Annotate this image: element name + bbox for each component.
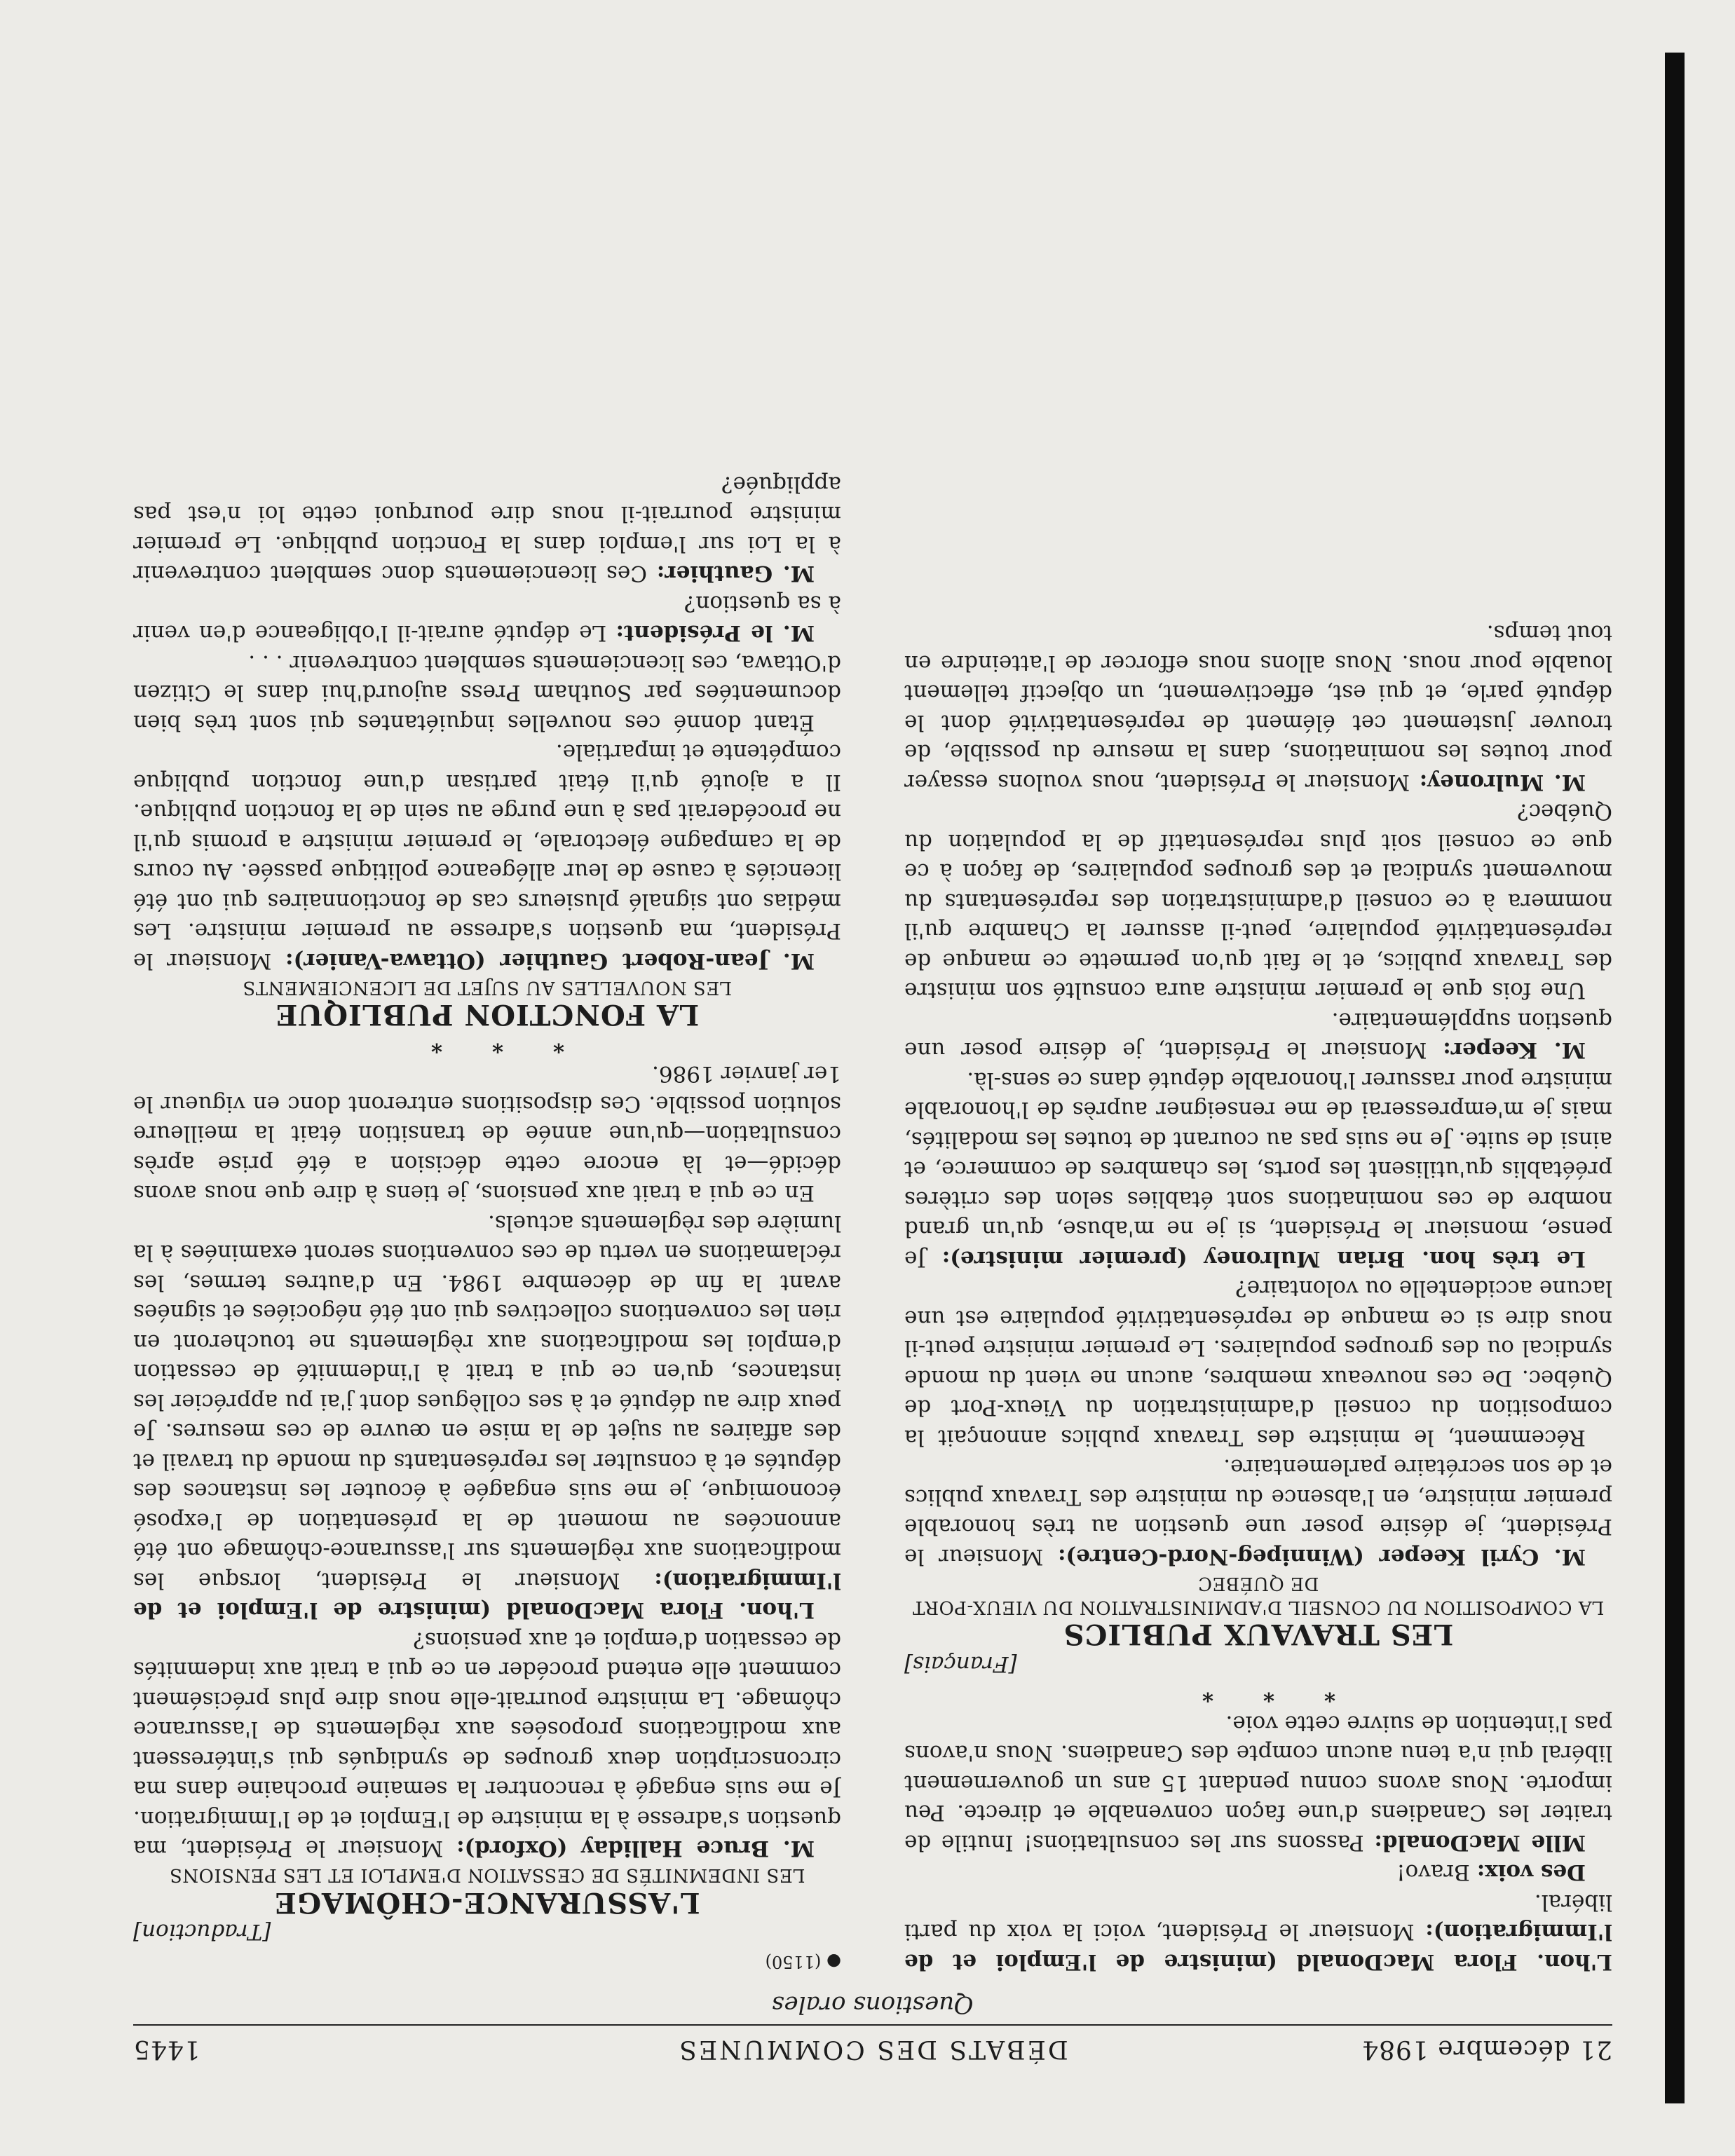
speaker: M. Gauthier: — [656, 561, 815, 587]
paragraph — [133, 589, 841, 648]
speech-text: Monsieur le Président, ma question s'adresse au premier ministre. Les médias ont signalé plusieurs cas de fonctionnaires qui ont été licenciés à cause de leur allégeance politique passée. Au cours de la campagne électorale, le premier ministre a promis qu'il ne procéderait pas à une purge au sein de la fonction publique. Il a ajouté qu'il était partisan d'une fonction publique compétente et impartiale. — [133, 739, 841, 974]
paragraph — [904, 1709, 1612, 1858]
section-separator: * * * — [409, 1032, 565, 1057]
speaker: M. Keeper: — [1443, 1037, 1586, 1063]
scan-margin-left — [0, 0, 53, 2156]
speech-text: Passons sur les consultations! Inutile de traiter les Canadiens d'une façon convenable et directe. Peu importe. Nous avons connu pendant 15 ans un gouvernement libéral qui n'a tenu aucun compte des Canadiens. Nous n'avons pas l'intention de suivre cette voie. — [904, 1711, 1612, 1855]
language-marker: [Français] — [904, 1651, 1017, 1677]
speech-text: Monsieur le Président, ma question s'adresse à la ministre de l'Emploi et de l'Immigration. Je me suis engagé à rencontrer la semaine prochaine dans ma circonscription deux groupes de syndiqués qui s'intéressent aux modifications proposées aux règlements de l'assurance chômage. La ministre pourrait-elle nous dire plus précisément comment elle entend procéder en ce qui a trait aux indemnités de cessation d'emploi et aux pensions? — [133, 1628, 841, 1862]
section-subheading: LES NOUVELLES AU SUJET DE LICENCIEMENTS — [242, 977, 733, 998]
rotated-page-content — [133, 91, 1612, 2068]
speech-text: Récemment, le ministre des Travaux publics annonçait la composition du conseil d'administration du Vieux-Port de Québec. De ces nouveaux membres, aucun ne vient du monde syndical ou des groupes populaires. Le premier ministre peut-il nous dire si ce manque de représentativité populaire est une lacune accidentelle ou volontaire? — [904, 1276, 1612, 1450]
paragraph — [904, 618, 1612, 797]
section-separator: * * * — [1181, 1681, 1336, 1707]
speech-text: Bravo! — [1396, 1860, 1470, 1885]
left-column — [904, 98, 1612, 1977]
paragraph — [133, 1059, 841, 1208]
paragraph — [133, 737, 841, 976]
paragraph — [133, 648, 841, 738]
speech-text: Monsieur le Président, je désire poser une question au très honorable premier ministre, en l'absence du ministre des Travaux publics et de son secrétaire parlementaire. — [904, 1454, 1612, 1569]
paragraph — [904, 1274, 1612, 1452]
speaker: L'hon. Flora MacDonald (ministre de l'Emploi et de l'Immigration): — [904, 1919, 1612, 1974]
binding-shadow — [1665, 53, 1685, 2103]
paragraph — [904, 1857, 1612, 1888]
page-header — [133, 2024, 1612, 2068]
paragraph — [904, 1888, 1612, 1977]
paragraph — [133, 470, 841, 589]
section-heading: LES TRAVAUX PUBLICS — [1063, 1618, 1454, 1651]
speaker: M. Bruce Halliday (Oxford): — [456, 1836, 815, 1862]
speaker: M. Cyril Keeper (Winnipeg-Nord-Centre): — [1058, 1544, 1586, 1569]
time-stamp: ● (1150) — [765, 1952, 841, 1972]
section-subheading: LES INDEMNITÉS DE CESSATION D'EMPLOI ET LES PENSIONS — [169, 1864, 805, 1886]
speech-text: Monsieur le Président, voici la voix du parti libéral. — [904, 1890, 1612, 1945]
paragraph — [133, 1625, 841, 1864]
paragraph — [904, 1452, 1612, 1571]
section-subheading: LA COMPOSITION DU CONSEIL D'ADMINISTRATION DU VIEUX-PORT DE QUÉBEC — [912, 1573, 1605, 1618]
speech-text: Ces licenciements donc semblent contrevenir à la Loi sur l'emploi dans la Fonction publique. Le premier ministre pourrait-il nous dire pourquoi cette loi n'est pas appliquée? — [133, 472, 841, 587]
speech-text: Je pense, monsieur le Président, si je ne m'abuse, qu'un grand nombre de ces nominations sont établies selon des critères préétablis qu'utilisent les ports, les chambres de commerce, et ainsi de suite. Je ne suis pas au courant de toutes les modalités, mais je m'empresserai de me renseigner auprès de l'honorable ministre pour rassurer l'honorable député dans ce sens-là. — [904, 1067, 1612, 1271]
page-number: 1445 — [133, 2035, 200, 2063]
right-column — [133, 98, 841, 1977]
scan-margin-right — [1685, 0, 1735, 2156]
speaker: M. Jean-Robert Gauthier (Ottawa-Vanier): — [285, 948, 815, 974]
paragraph — [904, 1006, 1612, 1065]
speech-text: En ce qui a trait aux pensions, je tiens à dire que nous avons décidé—et là encore cette décision a été prise après consultation—qu'une année de transition était la meilleure solution possible. Ces dispositions entreront donc en vigueur le 1er janvier 1986. — [133, 1061, 841, 1206]
paragraph — [133, 1208, 841, 1625]
speaker: M. le Président: — [615, 620, 815, 646]
section-heading: L'ASSURANCE-CHÔMAGE — [274, 1886, 700, 1919]
language-marker: [Traduction] — [133, 1919, 271, 1945]
speaker: L'hon. Flora MacDonald (ministre de l'Emploi et de l'Immigration): — [133, 1568, 841, 1623]
header-date: 21 décembre 1984 — [1361, 2035, 1612, 2063]
speaker: Mlle MacDonald: — [1374, 1830, 1586, 1855]
running-head: Questions orales — [772, 1991, 974, 2019]
header-title: DÉBATS DES COMMUNES — [677, 2035, 1068, 2063]
speaker: M. Mulroney: — [1419, 770, 1586, 795]
speaker: Le très hon. Brian Mulroney (premier ministre): — [941, 1246, 1586, 1271]
paragraph — [904, 1065, 1612, 1274]
speech-text: Le député aurait-il l'obligeance d'en venir à sa question? — [133, 591, 841, 646]
speaker: Des voix: — [1476, 1860, 1586, 1885]
speech-text: Monsieur le Président, lorsque les modifications aux règlements sur l'assurance-chômage ont été annoncées au moment de la présentation de l'exposé économique, je me suis engagée à écouter les instances des députés et à consulter les représentants du monde du travail et des affaires au sujet de la mise en œuvre de ces mesures. Je peux dire au député et à ses collègues dont j'ai pu apprécier les instances, qu'en ce qui a trait à l'indemnité de cessation d'emploi les modifications aux règlements ne toucheront en rien les conventions collectives qui ont été négociées et signées avant la fin de décembre 1984. En d'autres termes, les réclamations en vertu de ces conventions seront examinées à la lumière des règlements actuels. — [133, 1210, 841, 1593]
speech-text: Une fois que le premier ministre aura consulté son ministre des Travaux publics, et le fait qu'on permette ce manque de représentativité populaire, peut-il assurer la Chambre qu'il nommera à ce conseil d'administration des représentants du mouvement syndical et des groupes populaires, de façon à ce que ce conseil soit plus représentatif de la population du Québec? — [904, 799, 1612, 1004]
scan-margin-top — [0, 0, 1735, 53]
scan-margin-bottom — [0, 2103, 1735, 2156]
speech-text: Étant donné ces nouvelles inquiétantes qui sont très bien documentées par Southam Press aujourd'hui dans le Citizen d'Ottawa, ces licenciements semblent contrevenir . . . — [133, 650, 841, 735]
speech-text: Monsieur le Président, nous voulons essayer pour toutes les nominations, dans la mesure du possible, de trouver justement cet élément de représentativité dont le député parle, et qui est, effectivement, un objectif tellement louable pour nous. Nous allons nous efforcer de l'atteindre en tout temps. — [904, 620, 1612, 795]
section-heading: LA FONCTION PUBLIQUE — [275, 998, 700, 1032]
speech-text: Monsieur le Président, je désire poser une question supplémentaire. — [904, 1008, 1612, 1063]
paragraph — [904, 797, 1612, 1006]
